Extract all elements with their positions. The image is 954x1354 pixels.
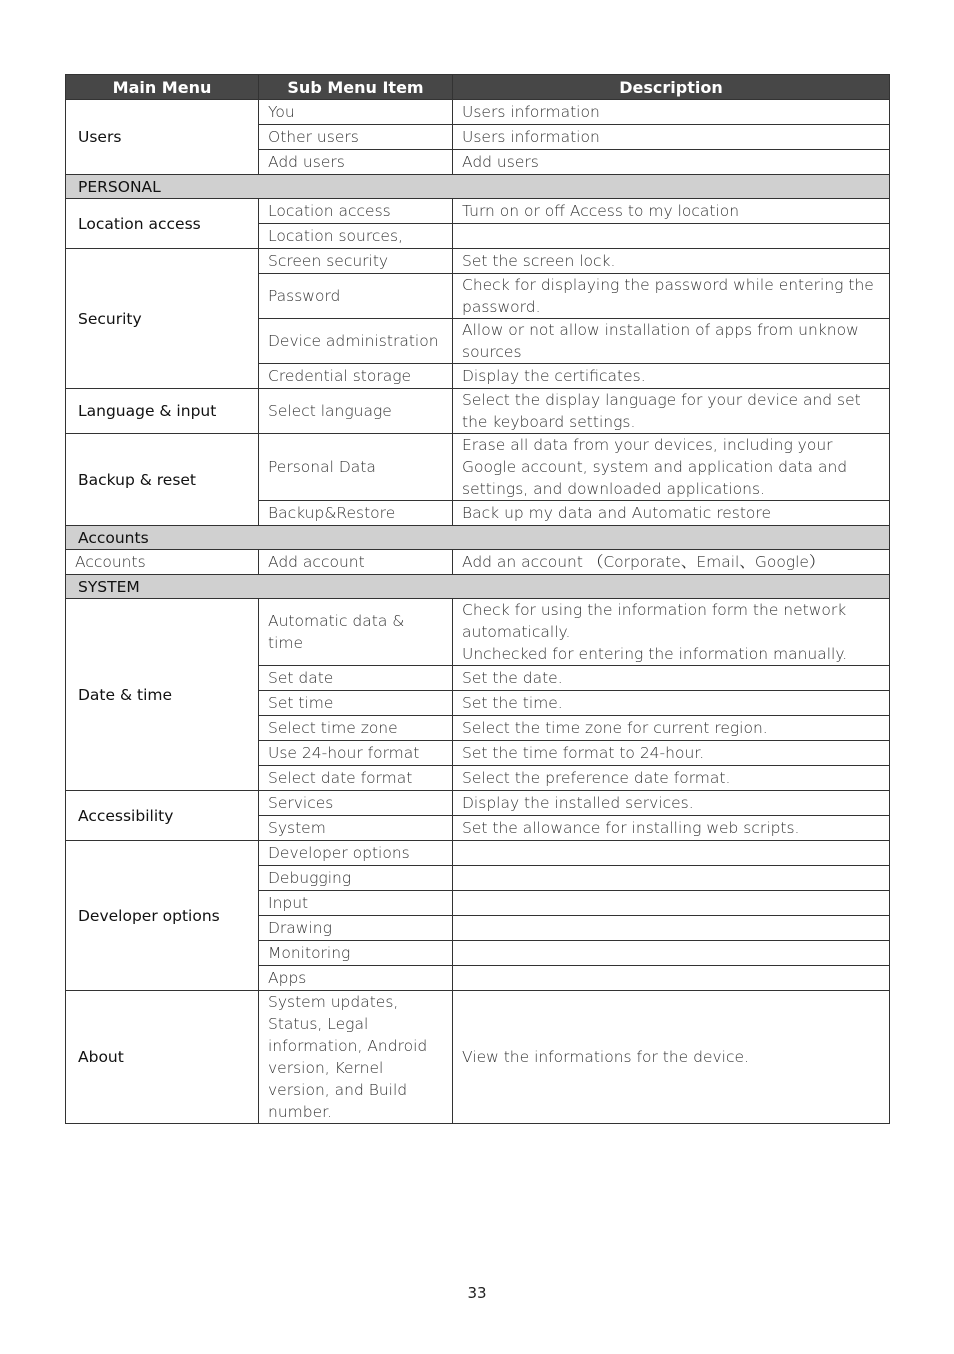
main-menu-language-input: Language & input [66, 389, 259, 434]
section-row [66, 575, 890, 599]
sub-menu-item: Device administration [259, 319, 453, 364]
description-cell: Display the certificates. [453, 364, 890, 389]
sub-menu-item: Add account [259, 550, 453, 575]
description-cell [453, 891, 890, 916]
sub-menu-item: Automatic data & time [259, 599, 453, 666]
description-cell: Set the date. [453, 666, 890, 691]
description-cell: Users information [453, 125, 890, 150]
section-label: Accounts [66, 526, 890, 550]
sub-menu-item: System updates, Status, Legal information, Android version, Kernel version, and Build number. [259, 991, 453, 1124]
description-cell: Select the display language for your device and set the keyboard settings. [453, 389, 890, 434]
sub-menu-item: Backup&Restore [259, 501, 453, 526]
table-row [66, 249, 890, 274]
main-menu-accounts: Accounts [66, 550, 259, 575]
section-row [66, 526, 890, 550]
description-cell: Set the time. [453, 691, 890, 716]
section-label: SYSTEM [66, 575, 890, 599]
sub-menu-item: You [259, 100, 453, 125]
main-menu-date-time: Date & time [66, 599, 259, 791]
description-cell: Back up my data and Automatic restore [453, 501, 890, 526]
table-row [66, 599, 890, 666]
sub-menu-item: Monitoring [259, 941, 453, 966]
description-cell [453, 916, 890, 941]
description-cell: Select the preference date format. [453, 766, 890, 791]
description-cell: Select the time zone for current region. [453, 716, 890, 741]
sub-menu-item: Debugging [259, 866, 453, 891]
sub-menu-item: System [259, 816, 453, 841]
description-cell: Check for using the information form the network automatically. Unchecked for entering the information manually. [453, 599, 890, 666]
table-row [66, 550, 890, 575]
main-menu-users: Users [66, 100, 259, 175]
sub-menu-item: Personal Data [259, 434, 453, 501]
table-row [66, 434, 890, 501]
description-cell: Set the time format to 24-hour. [453, 741, 890, 766]
header-main-menu: Main Menu [66, 75, 259, 100]
settings-menu-table [65, 74, 890, 1124]
table-row [66, 199, 890, 224]
description-cell: View the informations for the device. [453, 991, 890, 1124]
description-cell: Erase all data from your devices, including your Google account, system and application data and settings, and downloaded applications. [453, 434, 890, 501]
sub-menu-item: Select date format [259, 766, 453, 791]
table-row [66, 389, 890, 434]
description-cell [453, 966, 890, 991]
sub-menu-item: Developer options [259, 841, 453, 866]
description-cell: Display the installed services. [453, 791, 890, 816]
description-cell: Users information [453, 100, 890, 125]
main-menu-backup-reset: Backup & reset [66, 434, 259, 526]
sub-menu-item: Location access [259, 199, 453, 224]
description-cell [453, 941, 890, 966]
sub-menu-item: Drawing [259, 916, 453, 941]
main-menu-developer-options: Developer options [66, 841, 259, 991]
sub-menu-item: Credential storage [259, 364, 453, 389]
header-sub-menu-item: Sub Menu Item [259, 75, 453, 100]
description-cell: Allow or not allow installation of apps from unknow sources [453, 319, 890, 364]
page-number: 33 [467, 1284, 487, 1302]
sub-menu-item: Select time zone [259, 716, 453, 741]
sub-menu-item: Set time [259, 691, 453, 716]
main-menu-location-access: Location access [66, 199, 259, 249]
sub-menu-item: Add users [259, 150, 453, 175]
header-description: Description [453, 75, 890, 100]
main-menu-accessibility: Accessibility [66, 791, 259, 841]
sub-menu-item: Apps [259, 966, 453, 991]
table-header-row [66, 75, 890, 100]
sub-menu-item: Use 24-hour format [259, 741, 453, 766]
sub-menu-item: Services [259, 791, 453, 816]
sub-menu-item: Location sources, [259, 224, 453, 249]
description-cell: Add an account （Corporate、Email、Google） [453, 550, 890, 575]
sub-menu-item: Other users [259, 125, 453, 150]
description-cell: Set the allowance for installing web scripts. [453, 816, 890, 841]
sub-menu-item: Password [259, 274, 453, 319]
table-row [66, 100, 890, 125]
table-row [66, 791, 890, 816]
sub-menu-item: Select language [259, 389, 453, 434]
table-row [66, 841, 890, 866]
table-row [66, 991, 890, 1124]
sub-menu-item: Screen security [259, 249, 453, 274]
description-cell: Add users [453, 150, 890, 175]
section-label: PERSONAL [66, 175, 890, 199]
section-row [66, 175, 890, 199]
main-menu-security: Security [66, 249, 259, 389]
description-cell: Check for displaying the password while entering the password. [453, 274, 890, 319]
description-cell [453, 841, 890, 866]
description-cell [453, 224, 890, 249]
table-body [66, 100, 890, 1124]
description-cell [453, 866, 890, 891]
description-cell: Turn on or off Access to my location [453, 199, 890, 224]
sub-menu-item: Set date [259, 666, 453, 691]
description-cell: Set the screen lock. [453, 249, 890, 274]
main-menu-about: About [66, 991, 259, 1124]
sub-menu-item: Input [259, 891, 453, 916]
